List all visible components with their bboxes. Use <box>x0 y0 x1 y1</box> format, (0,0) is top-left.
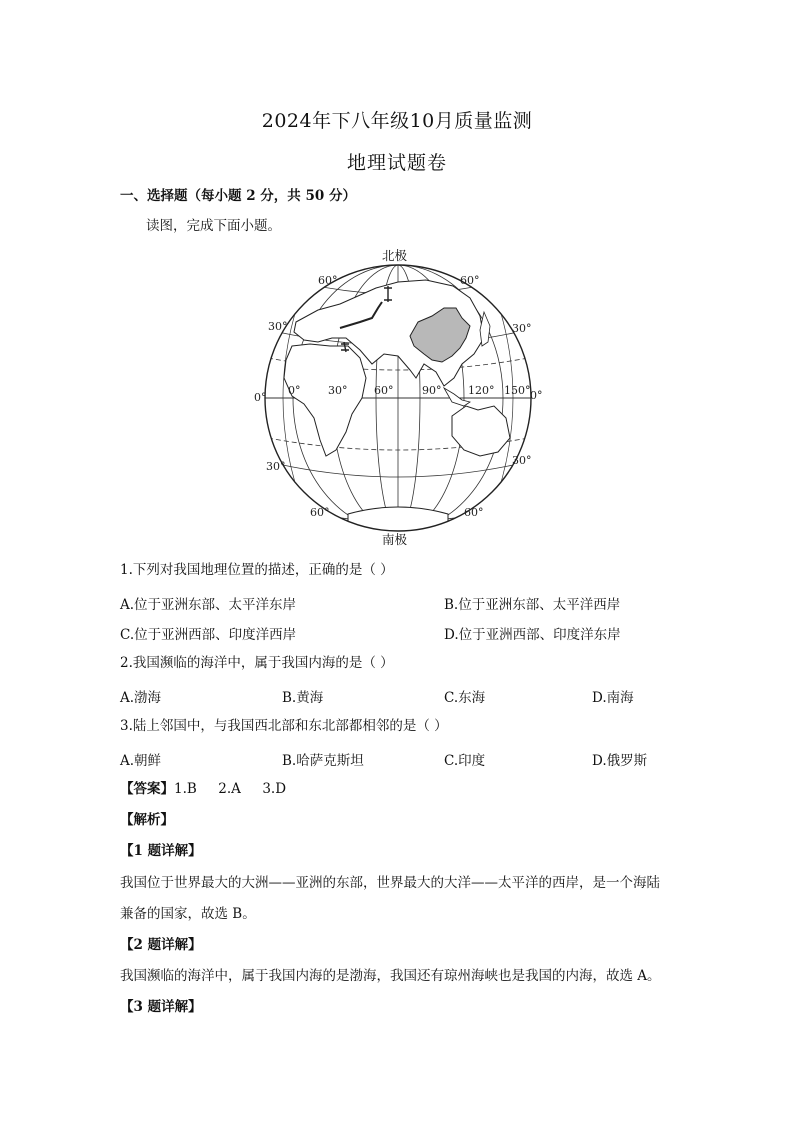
globe-map <box>248 246 548 548</box>
lon-120-label: 120° <box>468 384 495 397</box>
lon-60-label: 60° <box>374 384 394 397</box>
question-2-option-b[interactable]: B.黄海 <box>282 690 324 706</box>
question-3-stem: 3.陆上邻国中，与我国西北部和东北部都相邻的是（ ） <box>120 718 448 734</box>
question-1-option-d[interactable]: D.位于亚洲西部、印度洋东岸 <box>444 627 621 643</box>
question-3-option-c[interactable]: C.印度 <box>444 753 486 769</box>
question-3-option-b[interactable]: B.哈萨克斯坦 <box>282 753 364 769</box>
lat-60-nw-label: 60° <box>318 274 338 287</box>
north-pole-label: 北极 <box>382 248 408 263</box>
question-3-option-a[interactable]: A.朝鲜 <box>120 753 162 769</box>
globe-grid <box>265 265 531 536</box>
lat-0-e-label: 0° <box>530 389 543 402</box>
section-intro: 读图，完成下面小题。 <box>146 218 281 234</box>
lat-30-nw-label: 30° <box>268 320 288 333</box>
section-heading: 一、选择题（每小题 2 分，共 50 分） <box>120 188 356 204</box>
lat-30-sw-label: 30° <box>266 460 286 473</box>
q1-detail-heading: 【1 题详解】 <box>120 843 202 859</box>
answer-label: 【答案】 <box>120 781 174 797</box>
lon-150-label: 150° <box>504 384 531 397</box>
lon-30-label: 30° <box>328 384 348 397</box>
question-1-option-a[interactable]: A.位于亚洲东部、太平洋东岸 <box>120 597 297 613</box>
q3-detail-heading: 【3 题详解】 <box>120 999 202 1015</box>
question-1-option-c[interactable]: C.位于亚洲西部、印度洋西岸 <box>120 627 297 643</box>
q1-detail-line-2: 兼备的国家，故选 B。 <box>120 906 256 922</box>
q1-detail-line-1: 我国位于世界最大的大洲——亚洲的东部，世界最大的大洋——太平洋的西岸，是一个海陆 <box>120 875 660 891</box>
lat-60-sw-label: 60° <box>310 506 330 519</box>
q2-detail-line-1: 我国濒临的海洋中，属于我国内海的是渤海，我国还有琼州海峡也是我国的内海，故选 A。 <box>120 968 661 984</box>
lat-60-ne-label: 60° <box>460 274 480 287</box>
question-3-option-d[interactable]: D.俄罗斯 <box>592 753 648 769</box>
question-1-option-b[interactable]: B.位于亚洲东部、太平洋西岸 <box>444 597 621 613</box>
answer-text: 1.B 2.A 3.D <box>174 781 287 797</box>
lat-30-ne-label: 30° <box>512 322 532 335</box>
lat-60-se-label: 60° <box>464 506 484 519</box>
question-1-stem: 1.下列对我国地理位置的描述，正确的是（ ） <box>120 562 394 578</box>
south-pole-label: 南极 <box>382 532 408 547</box>
question-2-option-d[interactable]: D.南海 <box>592 690 634 706</box>
question-2-option-a[interactable]: A.渤海 <box>120 690 162 706</box>
exam-subtitle: 地理试题卷 <box>346 152 447 174</box>
lat-0-w-label: 0° <box>254 391 267 404</box>
question-2-stem: 2.我国濒临的海洋中，属于我国内海的是（ ） <box>120 655 394 671</box>
answer-line <box>120 780 286 798</box>
lon-90-label: 90° <box>422 384 442 397</box>
q2-detail-heading: 【2 题详解】 <box>120 937 202 953</box>
question-2-option-c[interactable]: C.东海 <box>444 690 486 706</box>
analysis-heading: 【解析】 <box>120 812 174 828</box>
lat-30-se-label: 30° <box>512 454 532 467</box>
lon-0-label: 0° <box>288 384 301 397</box>
exam-title: 2024年下八年级10月质量监测 <box>261 110 533 132</box>
